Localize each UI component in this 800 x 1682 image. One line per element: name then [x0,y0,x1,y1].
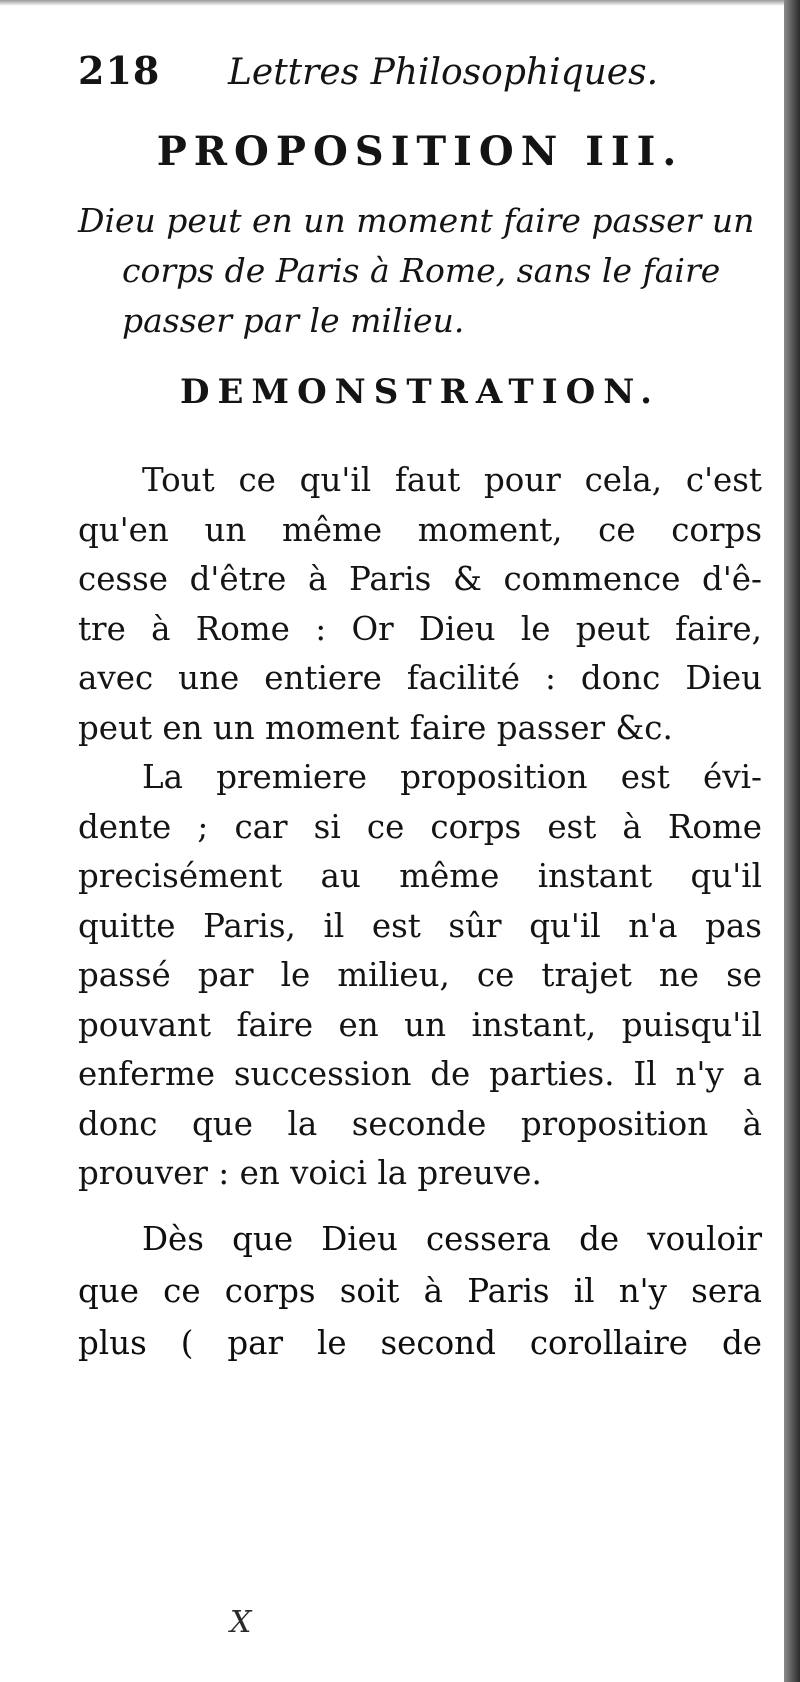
scan-edge-top [0,0,800,6]
statement-line: corps de Paris à Rome, sans le faire [122,251,721,290]
statement-line: passer par le milieu. [122,301,465,340]
body-line: cesse d'être à Paris & commence d'ê- [78,560,762,598]
second-paragraph [78,1213,762,1369]
statement-line: Dieu peut en un moment faire passer un [78,201,755,240]
proposition-title: PROPOSITION III. [156,128,684,175]
page-number: 218 [78,48,161,93]
page-header [78,48,762,108]
body-line: prouver : en voici la preuve. [78,1154,542,1192]
body-line: passé par le milieu, ce trajet ne se [78,956,762,994]
body-line: Dès que Dieu cessera de vouloir [142,1219,762,1258]
body-line: pouvant faire en un instant, puisqu'il [78,1005,762,1044]
body-line: enferme succession de parties. Il n'y a [78,1055,762,1093]
demonstration-heading: DEMONSTRATION. [180,372,660,412]
demonstration-body [78,456,762,1199]
body-line: donc que la seconde proposition à [78,1104,762,1143]
body-line: quitte Paris, il est sûr qu'il n'a pas [78,906,762,945]
signature-mark: X [230,1605,252,1640]
body-line: que ce corps soit à Paris il n'y sera [78,1271,762,1310]
scan-edge-right [784,0,800,1682]
body-line: La premiere proposition est évi- [142,758,762,796]
page-content [78,48,762,1369]
body-line: Tout ce qu'il faut pour cela, c'est [142,461,762,499]
body-line: peut en un moment faire passer &c. [78,708,673,747]
body-line: plus ( par le second corollaire de [78,1323,762,1362]
body-line: dente ; car si ce corps est à Rome [78,807,762,846]
body-line: precisément au même instant qu'il [78,857,762,895]
body-line: avec une entiere facilité : donc Dieu [78,659,762,697]
proposition-statement [78,196,762,346]
body-line: qu'en un même moment, ce corps [78,510,762,549]
running-head: Lettres Philosophiques. [228,52,659,93]
body-line: tre à Rome : Or Dieu le peut faire, [78,609,762,648]
